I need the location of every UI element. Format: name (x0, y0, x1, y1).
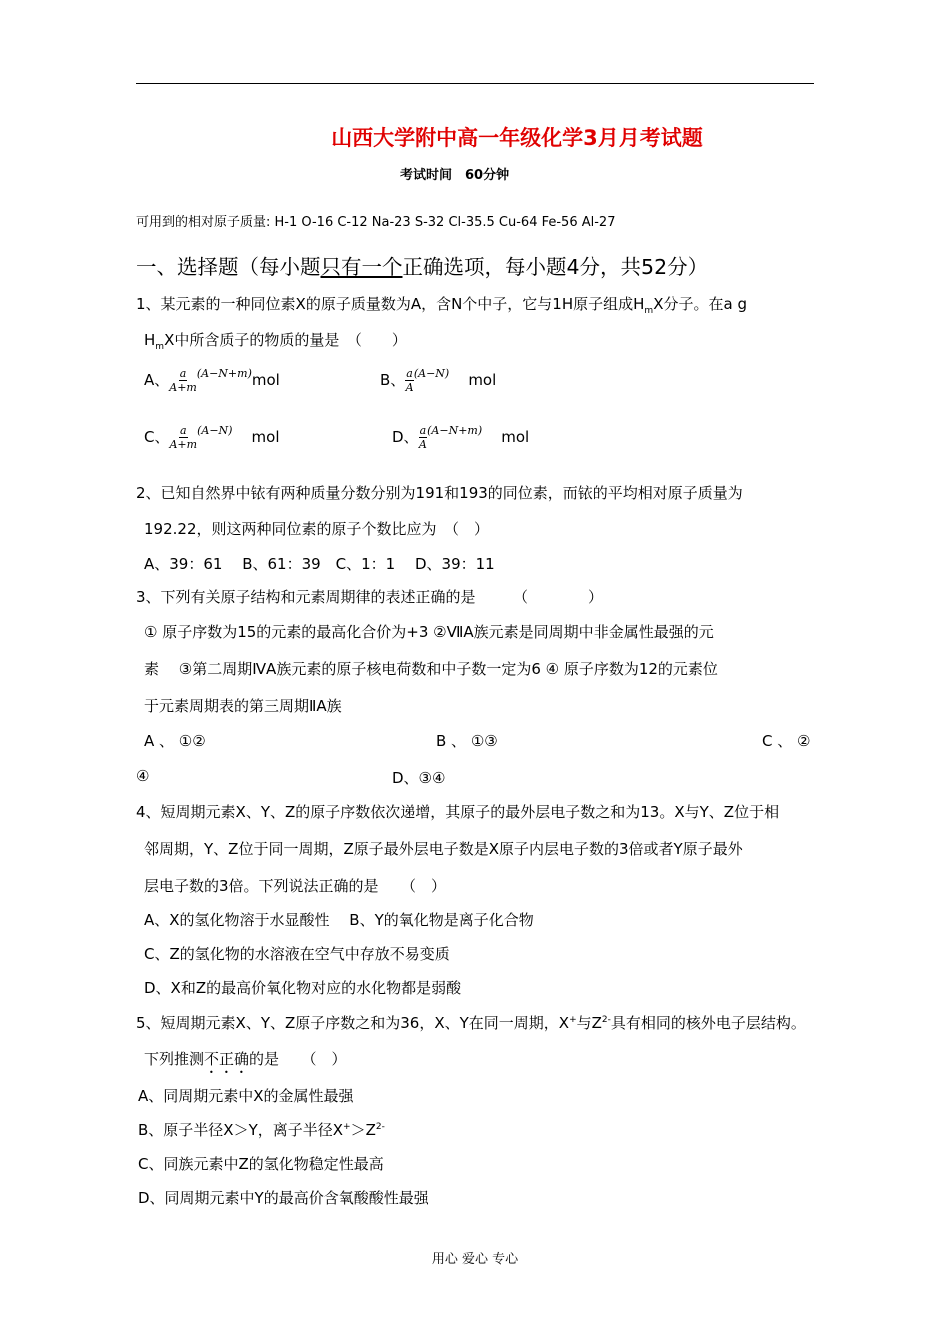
q5-emphasis-text: 不正确 (204, 1050, 250, 1068)
q4-line1: 4、短周期元素X、Y、Z的原子序数依次递增，其原子的最外层电子数之和为13。X与Y、Z位于相 (136, 803, 780, 821)
q1-line1: 1、某元素的一种同位素X的原子质量数为A，含N个中子，它与1H原子组成$H_mX$分子。在a g (136, 295, 747, 316)
q3-line4: 于元素周期表的第三周期ⅡA族 (144, 697, 342, 715)
q4-option-c: C、Z的氢化物的水溶液在空气中存放不易变质 (144, 945, 450, 963)
q5-option-a: A、同周期元素中X的金属性最强 (138, 1087, 354, 1105)
q2-line2: 192.22，则这两种同位素的原子个数比应为 （ ） (144, 520, 489, 538)
exam-time: 考试时间 60分钟 (400, 168, 510, 183)
page-title: 山西大学附中高一年级化学3月月考试题 (331, 126, 703, 150)
q4-option-ab: A、X的氢化物溶于水显酸性 B、Y的氧化物是离子化合物 (144, 911, 534, 929)
q3-option-c: C 、 ② (762, 732, 811, 750)
q3-line2: ① 原子序数为15的元素的最高化合价为+3 ②ⅦA族元素是同周期中非金属性最强的元 (144, 623, 714, 641)
section-underlined: 只有一个 (320, 255, 403, 279)
q4-line3: 层电子数的3倍。下列说法正确的是 （ ） (144, 877, 447, 895)
q5-option-c: C、同族元素中Z的氢化物稳定性最高 (138, 1155, 384, 1173)
q5-option-d: D、同周期元素中Y的最高价含氧酸酸性最强 (138, 1189, 429, 1207)
q3-option-a: A 、 ①② (144, 732, 206, 750)
q1-option-c: C、 $\frac{a}{A+m}$ $^{(A-N)}$ mol (144, 424, 280, 451)
header-rule (136, 83, 814, 84)
q5-line2: 下列推测不正确的是 （ ） (144, 1050, 347, 1068)
q3-line1: 3、下列有关原子结构和元素周期律的表述正确的是 （ ） (136, 588, 604, 606)
q1-option-d: D、 $\frac{a}{A}$ $^{(A-N+m)}$ mol (392, 424, 530, 451)
q1-line2: $H_mX$中所含质子的物质的量是 （ ） (144, 331, 407, 352)
q2-options: A、39：61 B、61：39 C、1：1 D、39：11 (144, 555, 495, 573)
q5-line1: 5、短周期元素X、Y、Z原子序数之和为36，X、Y在同一周期，X+与$Z^{2-}$具有相同的核外电子层结构。 (136, 1014, 806, 1032)
q3-option-d: D、③④ (392, 769, 446, 787)
q3-option-c-cont: ④ (136, 767, 150, 785)
q3-option-b: B 、 ①③ (436, 732, 498, 750)
section-heading: 一、选择题（每小题只有一个正确选项，每小题4分，共52分） (136, 255, 709, 279)
page-footer: 用心 爱心 专心 (431, 1252, 519, 1267)
q3-line3: 素 ③第二周期ⅣA族元素的原子核电荷数和中子数一定为6 ④ 原子序数为12的元素位 (144, 660, 718, 678)
q1-option-a: A、 $\frac{a}{A+m}$ $^{(A-N+m)}$mol (144, 367, 280, 394)
q2-line1: 2、已知自然界中铱有两种质量分数分别为191和193的同位素，而铱的平均相对原子质量为 (136, 484, 743, 502)
q5-option-b: B、原子半径X＞Y，离子半径$X^+>Z^{2-}$ (138, 1121, 385, 1139)
q4-line2: 邻周期，Y、Z位于同一周期，Z原子最外层电子数是X原子内层电子数的3倍或者Y原子最外 (144, 840, 743, 858)
q4-option-d: D、X和Z的最高价氧化物对应的水化物都是弱酸 (144, 979, 462, 997)
atomic-masses: 可用到的相对原子质量: H-1 O-16 C-12 Na-23 S-32 Cl-35.5 Cu-64 Fe-56 Al-27 (136, 215, 616, 230)
q1-option-b: B、 $\frac{a}{A}$ $^{(A-N)}$ mol (380, 367, 497, 394)
